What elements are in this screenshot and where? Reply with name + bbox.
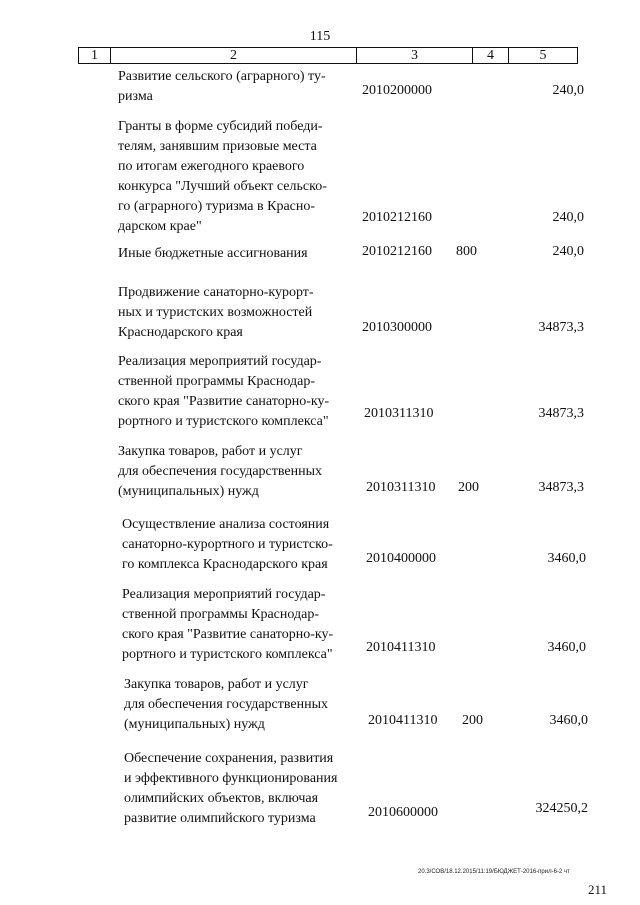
row-amount: 240,0 xyxy=(552,244,584,259)
page-number: 115 xyxy=(309,29,331,44)
row-description: Осуществление анализа состояния санаторно-курортного и туристско- го комплекса Краснодарского края xyxy=(122,517,333,572)
row-description: Продвижение санаторно-курорт- ных и туристских возможностей Краснодарского края xyxy=(118,285,314,340)
row-description: Закупка товаров, работ и услуг для обеспечения государственных (муниципальных) нужд xyxy=(124,677,328,732)
column-header-5: 5 xyxy=(539,48,547,63)
row-description: Иные бюджетные ассигнования xyxy=(118,246,308,261)
row-amount: 3460,0 xyxy=(547,551,586,566)
column-header-2: 2 xyxy=(111,48,357,63)
row-amount: 34873,3 xyxy=(538,480,584,495)
row-amount: 3460,0 xyxy=(547,640,586,655)
row-amount: 240,0 xyxy=(552,210,584,225)
row-description: Гранты в форме субсидий победи- телям, занявшим призовые места по итогам ежегодного краевого конкурса "Лучший объект сельско- го (аграрного) туризма в Красно- дарском крае" xyxy=(118,119,327,234)
row-amount: 34873,3 xyxy=(538,320,584,335)
row-code: 2010212160 xyxy=(362,244,432,259)
row-amount: 324250,2 xyxy=(535,801,588,816)
row-code: 2010200000 xyxy=(362,83,432,98)
row-code: 2010311310 xyxy=(366,480,436,495)
column-header-3: 3 xyxy=(357,48,473,63)
row-description: Реализация мероприятий государ- ственной программы Краснодар- ского края "Развитие санаторно-ку- рортного и туристского комплекса" xyxy=(122,587,334,662)
row-amount: 34873,3 xyxy=(538,406,584,421)
sheet-number: 211 xyxy=(588,882,608,897)
row-expense-type: 200 xyxy=(458,480,479,495)
column-header-row xyxy=(78,47,578,64)
column-header-4: 4 xyxy=(473,48,509,63)
row-description: Закупка товаров, работ и услуг для обеспечения государственных (муниципальных) нужд xyxy=(118,444,322,499)
row-code: 2010411310 xyxy=(366,640,436,655)
row-code: 2010411310 xyxy=(368,713,438,728)
row-code: 2010600000 xyxy=(368,805,438,820)
row-description: Реализация мероприятий государ- ственной программы Краснодар- ского края "Развитие санаторно-ку- рортного и туристского комплекса" xyxy=(118,354,330,429)
row-expense-type: 800 xyxy=(456,244,477,259)
document-reference: 20.3/СОВ/18.12.2015/11:19/БЮДЖЕТ-2016-прил-6-2 чт xyxy=(418,869,570,875)
row-code: 2010400000 xyxy=(366,551,436,566)
row-code: 2010212160 xyxy=(362,210,432,225)
column-header-1: 1 xyxy=(79,48,111,63)
row-amount: 3460,0 xyxy=(549,713,588,728)
row-description: Развитие сельского (аграрного) ту- ризма xyxy=(118,69,326,104)
row-expense-type: 200 xyxy=(462,713,483,728)
row-description: Обеспечение сохранения, развития и эффективного функционирования олимпийских объектов, включая развитие олимпийского туризма xyxy=(124,751,338,826)
row-amount: 240,0 xyxy=(552,83,584,98)
row-code: 2010300000 xyxy=(362,320,432,335)
row-code: 2010311310 xyxy=(364,406,434,421)
